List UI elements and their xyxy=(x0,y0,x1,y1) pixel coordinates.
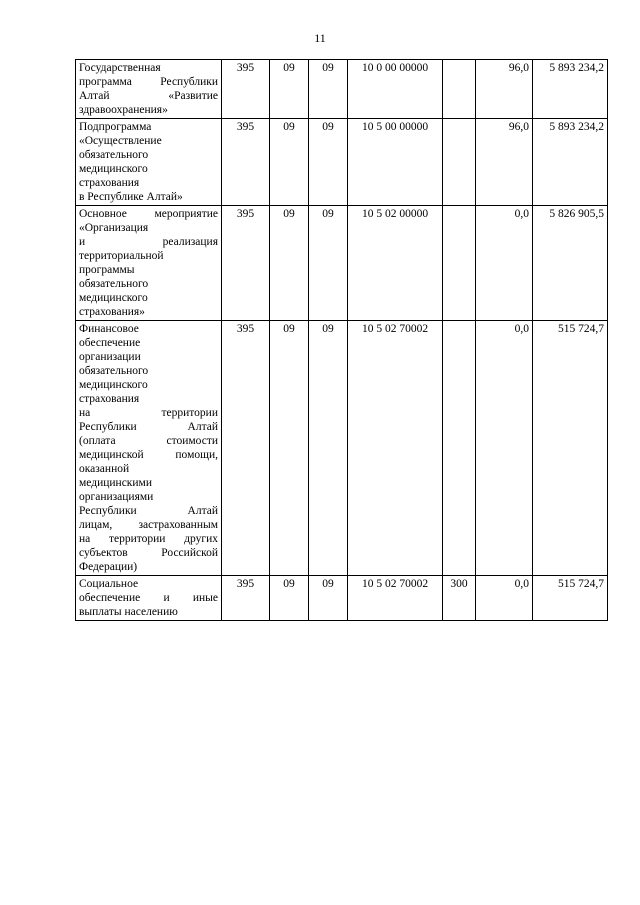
row-name-line: Финансовое xyxy=(79,323,139,335)
row-name-cell xyxy=(76,321,222,576)
expense-type-cell xyxy=(443,60,476,119)
ministry-code-cell: 395 xyxy=(222,576,270,621)
section-code-cell: 09 xyxy=(270,60,309,119)
row-name-cell xyxy=(76,119,222,206)
table-row xyxy=(76,119,608,206)
ministry-code-cell: 395 xyxy=(222,60,270,119)
row-name-line: Республики Алтай xyxy=(79,505,218,517)
row-name-line: Основное мероприятие xyxy=(79,208,218,220)
row-name-line: на территории xyxy=(79,407,218,419)
row-name-line: Алтай «Развитие xyxy=(79,90,218,102)
budget-table xyxy=(75,59,608,621)
table-row xyxy=(76,576,608,621)
row-name-line: страхования» xyxy=(79,306,145,318)
row-name-line: Государственная xyxy=(79,62,161,74)
row-name-line: медицинского xyxy=(79,292,148,304)
section-code-cell: 09 xyxy=(270,119,309,206)
amount-2-cell: 515 724,7 xyxy=(533,576,608,621)
table-row xyxy=(76,60,608,119)
subsection-code-cell: 09 xyxy=(309,321,348,576)
row-name-line: лицам, застрахованным xyxy=(79,519,218,531)
subsection-code-cell: 09 xyxy=(309,60,348,119)
target-article-cell: 10 5 00 00000 xyxy=(348,119,443,206)
amount-2-cell: 5 826 905,5 xyxy=(533,206,608,321)
row-name-line: на территории других xyxy=(79,533,218,545)
amount-1-cell: 0,0 xyxy=(476,576,533,621)
row-name-line: и реализация xyxy=(79,236,218,248)
section-code-cell: 09 xyxy=(270,321,309,576)
row-name-line: медицинскими xyxy=(79,477,152,489)
subsection-code-cell: 09 xyxy=(309,576,348,621)
amount-2-cell: 515 724,7 xyxy=(533,321,608,576)
row-name-line: обязательного xyxy=(79,278,149,290)
target-article-cell: 10 5 02 00000 xyxy=(348,206,443,321)
table-row xyxy=(76,206,608,321)
section-code-cell: 09 xyxy=(270,206,309,321)
row-name-line: оказанной xyxy=(79,463,130,475)
expense-type-cell: 300 xyxy=(443,576,476,621)
row-name-line: в Республике Алтай» xyxy=(79,191,183,203)
amount-2-cell: 5 893 234,2 xyxy=(533,119,608,206)
subsection-code-cell: 09 xyxy=(309,206,348,321)
amount-1-cell: 0,0 xyxy=(476,206,533,321)
amount-1-cell: 96,0 xyxy=(476,60,533,119)
ministry-code-cell: 395 xyxy=(222,206,270,321)
row-name-line: организациями xyxy=(79,491,154,503)
row-name-line: Республики Алтай xyxy=(79,421,218,433)
amount-1-cell: 0,0 xyxy=(476,321,533,576)
row-name-cell xyxy=(76,576,222,621)
amount-1-cell: 96,0 xyxy=(476,119,533,206)
row-name-line: обеспечение и иные xyxy=(79,592,218,604)
row-name-line: медицинского xyxy=(79,379,148,391)
row-name-line: страхования xyxy=(79,393,140,405)
ministry-code-cell: 395 xyxy=(222,321,270,576)
row-name-line: страхования xyxy=(79,177,140,189)
row-name-line: медицинского xyxy=(79,163,148,175)
expense-type-cell xyxy=(443,206,476,321)
row-name-line: Федерации) xyxy=(79,561,138,573)
row-name-line: программа Республики xyxy=(79,76,218,88)
row-name-line: «Осуществление xyxy=(79,135,162,147)
target-article-cell: 10 5 02 70002 xyxy=(348,576,443,621)
row-name-line: здравоохранения» xyxy=(79,104,168,116)
row-name-line: Подпрограмма xyxy=(79,121,152,133)
expense-type-cell xyxy=(443,119,476,206)
row-name-line: обеспечение xyxy=(79,337,141,349)
row-name-line: программы xyxy=(79,264,135,276)
row-name-line: выплаты населению xyxy=(79,606,178,618)
row-name-line: медицинской помощи, xyxy=(79,449,218,461)
subsection-code-cell: 09 xyxy=(309,119,348,206)
row-name-line: обязательного xyxy=(79,365,149,377)
row-name-line: Социальное xyxy=(79,578,139,590)
row-name-line: территориальной xyxy=(79,250,164,262)
row-name-cell xyxy=(76,206,222,321)
amount-2-cell: 5 893 234,2 xyxy=(533,60,608,119)
row-name-cell xyxy=(76,60,222,119)
ministry-code-cell: 395 xyxy=(222,119,270,206)
row-name-line: субъектов Российской xyxy=(79,547,218,559)
row-name-line: обязательного xyxy=(79,149,149,161)
row-name-line: организации xyxy=(79,351,141,363)
budget-table-body xyxy=(76,60,608,621)
table-row xyxy=(76,321,608,576)
page-number: 11 xyxy=(314,31,326,45)
expense-type-cell xyxy=(443,321,476,576)
target-article-cell: 10 5 02 70002 xyxy=(348,321,443,576)
target-article-cell: 10 0 00 00000 xyxy=(348,60,443,119)
row-name-line: «Организация xyxy=(79,222,149,234)
section-code-cell: 09 xyxy=(270,576,309,621)
row-name-line: (оплата стоимости xyxy=(79,435,218,447)
